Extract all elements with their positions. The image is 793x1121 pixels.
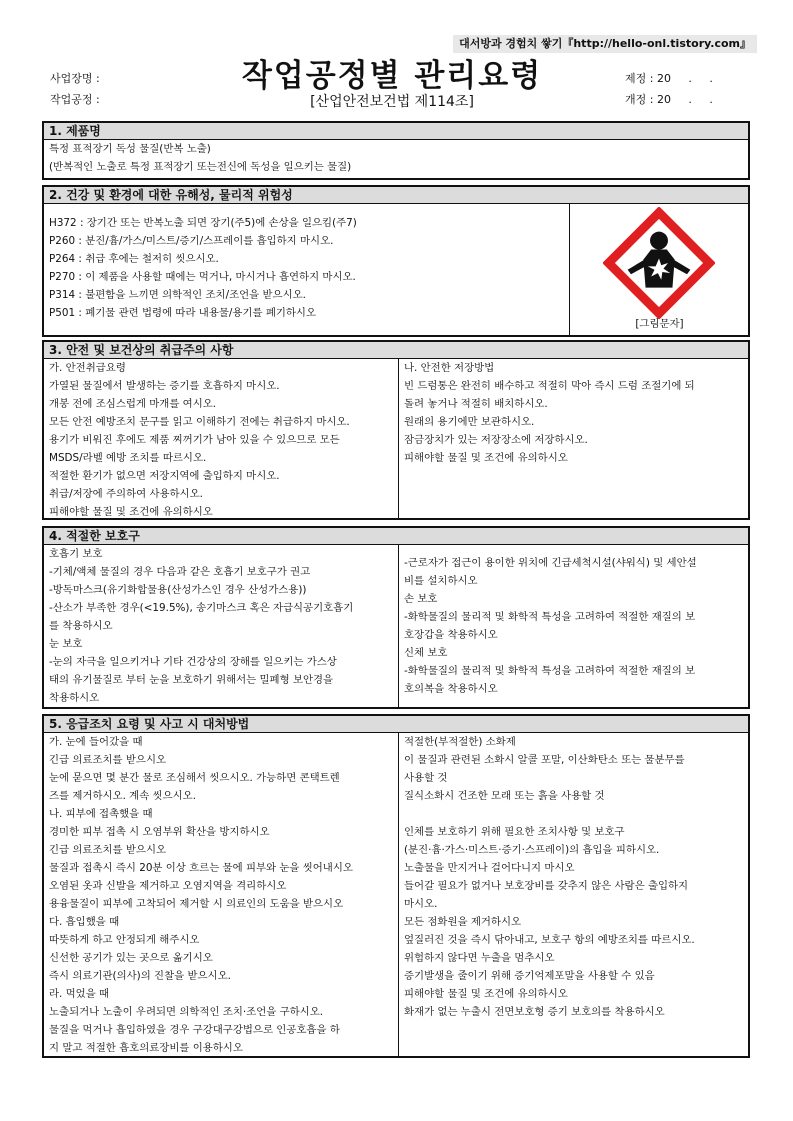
- blog-banner: 대서방과 경험치 쌓기『http://hello-onl.tistory.com』: [453, 35, 757, 53]
- protection-line: -근로자가 접근이 용이한 위치에 긴급세척시설(샤워식) 및 세안설: [404, 557, 697, 569]
- fire-line: 이 물질과 관련된 소화시 알콜 포말, 이산화탄소 또는 물분무를: [404, 754, 685, 766]
- spill-line: 모든 점화원을 제거하시오: [404, 916, 522, 928]
- section-protective-equipment: [42, 526, 750, 709]
- spill-line: 화재가 없는 누출시 전면보호형 증기 보호의를 착용하시오: [404, 1006, 665, 1018]
- enact-date-label: 제정 : 20 . .: [625, 72, 713, 85]
- protection-line: 를 착용하시오: [49, 620, 113, 632]
- protection-line: 태의 유기물질로 부터 눈을 보호하기 위해서는 밀폐형 보안경을: [49, 674, 334, 686]
- spill-line: 증기발생을 줄이기 위해 증기억제포말을 사용할 수 있음: [404, 970, 655, 982]
- first-aid-line: 지 말고 적절한 흡호의료장비를 이용하시오: [49, 1042, 243, 1054]
- handling-line: 용기가 비워진 후에도 제품 찌꺼기가 남아 있을 수 있으므로 모든: [49, 434, 340, 446]
- product-name-line: 특정 표적장기 독성 물질(반복 노출): [49, 143, 211, 155]
- handling-title: 가. 안전취급요령: [49, 362, 126, 374]
- page-title: 작업공정별 관리요령: [241, 58, 543, 94]
- extinguishing-media-title: 적절한(부적절한) 소화제: [404, 736, 516, 748]
- storage-line: 원래의 용기에만 보관하시오.: [404, 416, 535, 428]
- handling-line: 가열된 물질에서 발생하는 증기를 호흡하지 마시오.: [49, 380, 280, 392]
- storage-line: 피해야할 물질 및 조건에 유의하시오: [404, 452, 568, 464]
- first-aid-line: 물질을 먹거나 흡입하였을 경우 구강대구강법으로 인공호흡을 하: [49, 1024, 340, 1036]
- storage-title: 나. 안전한 저장방법: [404, 362, 495, 374]
- eye-protection-title: 눈 보호: [49, 638, 83, 650]
- hand-protection-title: 손 보호: [404, 593, 438, 605]
- first-aid-line: 신선한 공기가 있는 곳으로 옮기시오: [49, 952, 213, 964]
- protection-line: 비를 설치하시오: [404, 575, 478, 587]
- pictogram-box: [569, 204, 749, 335]
- respiratory-title: 호흡기 보호: [49, 548, 103, 560]
- protection-line: -화학물질의 물리적 및 화학적 특성을 고려하여 적절한 재질의 보: [404, 665, 696, 677]
- revise-date-label: 개정 : 20 . .: [625, 93, 713, 106]
- storage-line: 빈 드럼통은 완전히 배수하고 적절히 막아 즉시 드럼 조절기에 되: [404, 380, 695, 392]
- precaution-statement: P314 : 불편함을 느끼면 의학적인 조치/조언을 받으시오.: [49, 289, 306, 301]
- protection-line: -화학물질의 물리적 및 화학적 특성을 고려하여 적절한 재질의 보: [404, 611, 696, 623]
- protection-line: -기체/액체 물질의 경우 다음과 같은 호흡기 보호구가 권고: [49, 566, 311, 578]
- precaution-statement: P264 : 취급 후에는 철저히 씻으시오.: [49, 253, 219, 265]
- fire-line: 사용할 것: [404, 772, 448, 784]
- section4-heading: 4. 적절한 보호구: [44, 528, 748, 545]
- handling-line: MSDS/라벨 예방 조치를 따르시오.: [49, 452, 207, 464]
- page-subtitle: [산업안전보건법 제114조]: [310, 94, 474, 110]
- first-aid-line: 물질과 접촉시 즉시 20분 이상 흐르는 물에 피부와 눈을 씻어내시오: [49, 862, 353, 874]
- protection-line: -산소가 부족한 경우(<19.5%), 송기마스크 혹은 자급식공기호흡기: [49, 602, 354, 614]
- section5-heading: 5. 응급조치 요령 및 사고 시 대처방법: [44, 716, 748, 733]
- spill-line: 엎질러진 것을 즉시 닦아내고, 보호구 항의 예방조치를 따르시오.: [404, 934, 695, 946]
- first-aid-line: 노출되거나 노출이 우려되면 의학적인 조치·조언을 구하시오.: [49, 1006, 324, 1018]
- storage-line: 돌려 놓거나 적절히 배치하시오.: [404, 398, 548, 410]
- section1-heading: 1. 제품명: [44, 123, 748, 140]
- process-label: 작업공정 :: [50, 93, 100, 106]
- spill-line: 위험하지 않다면 누출을 멈추시오: [404, 952, 555, 964]
- first-aid-line: 긴급 의료조치를 받으시오: [49, 754, 167, 766]
- first-aid-line: 용융물질이 피부에 고착되어 제거할 시 의료인의 도움을 받으시오: [49, 898, 344, 910]
- storage-line: 잠금장치가 있는 저장장소에 저장하시오.: [404, 434, 588, 446]
- spill-line: 피해야할 물질 및 조건에 유의하시오: [404, 988, 568, 1000]
- pictogram-caption: [그림문자]: [635, 318, 684, 330]
- spill-line: 들어갈 필요가 없거나 보호장비를 갖추지 않은 사람은 출입하지: [404, 880, 689, 892]
- section3-heading: 3. 안전 및 보건상의 취급주의 사항: [44, 342, 748, 359]
- first-aid-line: 즉시 의료기관(의사)의 진찰을 받으시오.: [49, 970, 231, 982]
- protection-line: 호장갑을 착용하시오: [404, 629, 498, 641]
- precaution-statement: P501 : 폐기물 관련 법령에 따라 내용물/용기를 폐기하시오: [49, 307, 317, 319]
- protection-line: 착용하시오: [49, 692, 100, 704]
- handling-line: 개봉 전에 조심스럽게 마개를 여시오.: [49, 398, 217, 410]
- health-hazard-pictogram-icon: [603, 207, 715, 319]
- section-product-name: [42, 121, 750, 180]
- fire-line: 질식소화시 건조한 모래 또는 흙을 사용할 것: [404, 790, 605, 802]
- first-aid-line: 즈를 제거하시오. 계속 씻으시오.: [49, 790, 196, 802]
- spill-line: (분진·흄·가스·미스트·증기·스프레이)의 흡입을 피하시오.: [404, 844, 660, 856]
- first-aid-line: 경미한 피부 접촉 시 오염부위 확산을 방지하시오: [49, 826, 270, 838]
- precaution-statement: P270 : 이 제품을 사용할 때에는 먹거나, 마시거나 흡연하지 마시오.: [49, 271, 356, 283]
- personal-precaution-title: 인체를 보호하기 위해 필요한 조치사항 및 보호구: [404, 826, 625, 838]
- protection-line: 호의복을 착용하시오: [404, 683, 498, 695]
- hazard-statement: H372 : 장기간 또는 반복노출 되면 장기(주5)에 손상을 일으킴(주7): [49, 217, 357, 229]
- first-aid-title: 라. 먹었을 때: [49, 988, 110, 1000]
- first-aid-line: 오염된 옷과 신발을 제거하고 오염지역을 격리하시오: [49, 880, 287, 892]
- spill-line: 마시오.: [404, 898, 438, 910]
- first-aid-line: 따뜻하게 하고 안정되게 해주시오: [49, 934, 200, 946]
- handling-line: 피해야할 물질 및 조건에 유의하시오: [49, 506, 213, 518]
- first-aid-line: 눈에 묻으면 몇 분간 물로 조심해서 씻으시오. 가능하면 콘택트렌: [49, 772, 340, 784]
- section-handling: [42, 340, 750, 520]
- handling-line: 모든 안전 예방조치 문구를 읽고 이해하기 전에는 취급하지 마시오.: [49, 416, 350, 428]
- body-protection-title: 신체 보호: [404, 647, 448, 659]
- protection-line: -눈의 자극을 일으키거나 기타 건강상의 장해를 일으키는 가스상: [49, 656, 337, 668]
- protection-line: -방독마스크(유기화합물용(산성가스인 경우 산성가스용)): [49, 584, 307, 596]
- section-first-aid: [42, 714, 750, 1058]
- handling-line: 취급/저장에 주의하여 사용하시오.: [49, 488, 203, 500]
- handling-line: 적절한 환기가 없으면 저장지역에 출입하지 마시오.: [49, 470, 280, 482]
- first-aid-title: 다. 흡입했을 때: [49, 916, 120, 928]
- section2-heading: 2. 건강 및 환경에 대한 유해성, 물리적 위험성: [44, 187, 748, 204]
- product-description-line: (반복적인 노출로 특정 표적장기 또는전신에 독성을 일으키는 물질): [49, 161, 352, 173]
- precaution-statement: P260 : 분진/흄/가스/미스트/증기/스프레이를 흡입하지 마시오.: [49, 235, 334, 247]
- spill-line: 노출물을 만지거나 걸어다니지 마시오: [404, 862, 575, 874]
- first-aid-title: 가. 눈에 들어갔을 때: [49, 736, 143, 748]
- first-aid-title: 나. 피부에 접촉했을 때: [49, 808, 153, 820]
- section-hazards: [42, 185, 750, 337]
- first-aid-line: 긴급 의료조치를 받으시오: [49, 844, 167, 856]
- workplace-label: 사업장명 :: [50, 72, 100, 85]
